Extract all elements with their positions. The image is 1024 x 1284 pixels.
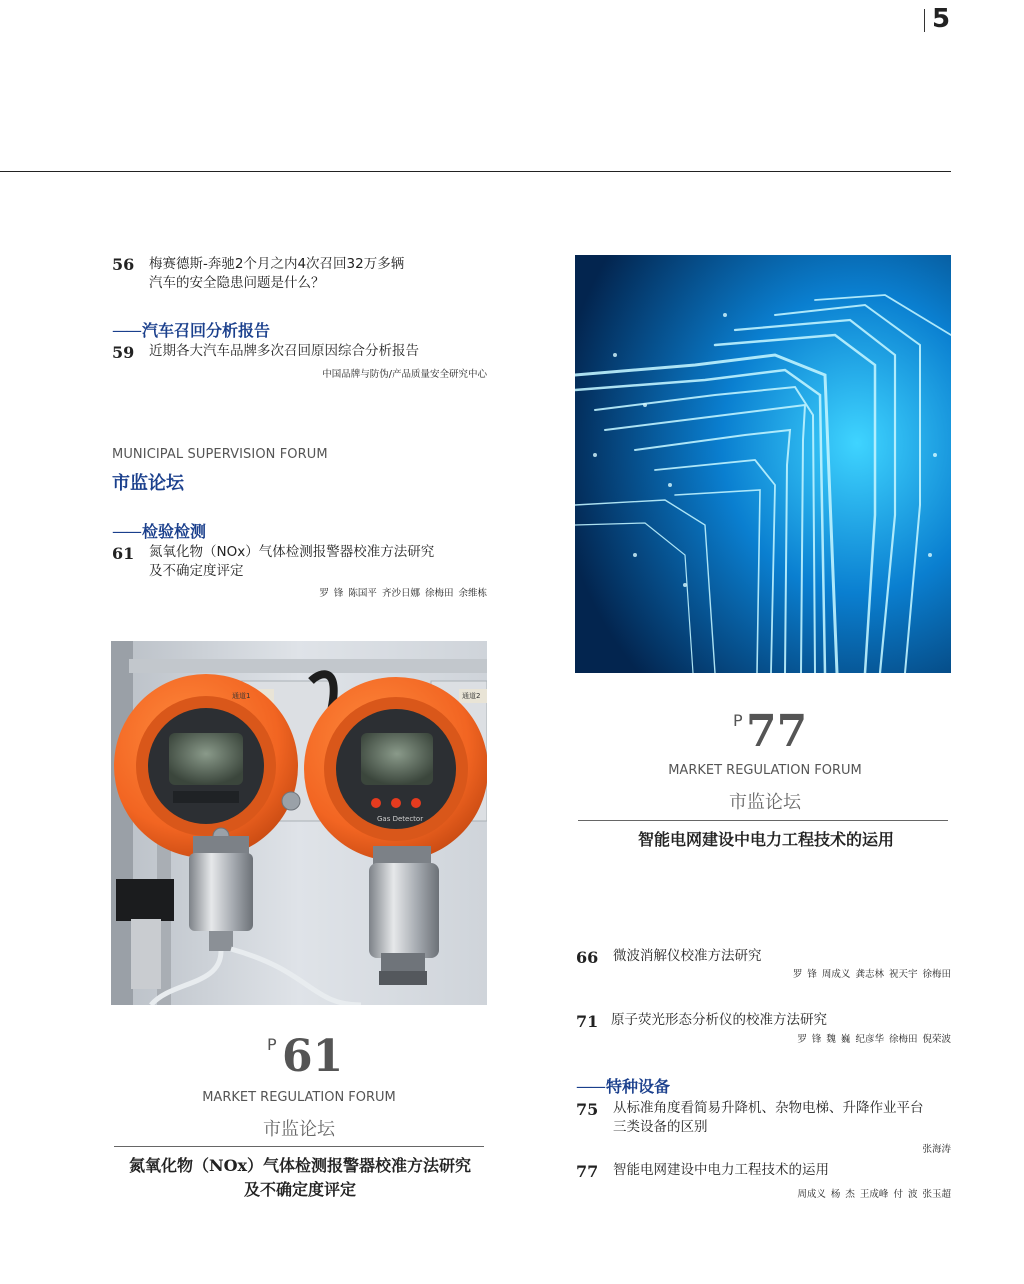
feature-left-forum-english: MARKET REGULATION FORUM [202,1090,396,1105]
entry-77-number: 77 [576,1162,599,1181]
entry-59-number: 59 [112,343,135,362]
entry-71-author: 罗 锋 魏 巍 纪彦华 徐梅田 倪荣波 [797,1034,951,1045]
entry-56-number: 56 [112,255,135,274]
feature-left-forum-chinese: 市监论坛 [263,1119,335,1140]
feature-right-forum-english: MARKET REGULATION FORUM [668,763,862,778]
forum-heading-english: MUNICIPAL SUPERVISION FORUM [112,447,328,462]
feature-left-page-number: 61 [282,1031,344,1082]
section-dash: —— [112,522,140,541]
entry-66-title[interactable]: 微波消解仪校准方法研究 [613,948,762,964]
entry-77-title[interactable]: 智能电网建设中电力工程技术的运用 [613,1162,829,1178]
feature-right-rule [578,820,948,821]
feature-left-title-line2[interactable]: 及不确定度评定 [243,1180,356,1199]
entry-71-number: 71 [576,1012,599,1031]
section-heading-recall-label: 汽车召回分析报告 [142,321,271,340]
entry-66-author: 罗 锋 周成义 龚志林 祝天宇 徐梅田 [792,969,951,980]
feature-left-rule [114,1146,484,1147]
entry-61-number: 61 [112,544,135,563]
section-dash: —— [112,321,140,340]
page-number: 5 [932,4,951,34]
feature-right-forum-chinese: 市监论坛 [729,792,801,813]
entry-56-title-line2[interactable]: 汽车的安全隐患问题是什么？ [149,275,325,291]
entry-75-title-line2[interactable]: 三类设备的区别 [613,1119,708,1135]
page-number-divider [924,9,925,32]
entry-75-number: 75 [576,1100,599,1119]
entry-75-title-line1[interactable]: 从标准角度看简易升降机、杂物电梯、升降作业平台 [613,1100,924,1116]
section-heading-inspection [112,519,206,542]
gas-detector-photo [111,641,487,1005]
entry-71-title[interactable]: 原子荧光形态分析仪的校准方法研究 [611,1012,827,1028]
feature-left-p-label: P [267,1035,277,1054]
feature-left-title-line1[interactable]: 氮氧化物（NOx）气体检测报警器校准方法研究 [128,1156,472,1175]
entry-77-author: 周成义 杨 杰 王成峰 付 波 张玉超 [797,1189,951,1200]
entry-66-number: 66 [576,948,599,967]
entry-61-author: 罗 锋 陈国平 齐沙日娜 徐梅田 余维栋 [319,588,487,599]
entry-61-title-line2[interactable]: 及不确定度评定 [149,563,244,579]
section-heading-special-equipment [576,1074,670,1097]
entry-56-title-line1[interactable]: 梅赛德斯-奔驰2个月之内4次召回32万多辆 [149,256,405,272]
feature-right-p-label: P [733,711,743,730]
feature-right-title[interactable]: 智能电网建设中电力工程技术的运用 [637,830,894,849]
entry-61-title-line1[interactable]: 氮氧化物（NOx）气体检测报警器校准方法研究 [149,544,435,560]
feature-right-page-number: 77 [746,706,808,757]
entry-75-author: 张海涛 [922,1144,951,1155]
section-heading-special-label: 特种设备 [606,1077,671,1096]
photo-channel-label-1: 通道1 [232,692,251,700]
photo-channel-label-2: 通道2 [462,692,481,700]
entry-59-title[interactable]: 近期各大汽车品牌多次召回原因综合分析报告 [149,343,419,359]
photo-detector-label: Gas Detector [377,815,424,823]
section-heading-inspection-label: 检验检测 [142,522,207,541]
entry-59-author: 中国品牌与防伪/产品质量安全研究中心 [322,369,487,380]
header-rule [0,171,951,172]
circuit-board-photo [575,255,951,673]
forum-heading-chinese: 市监论坛 [112,473,184,494]
section-heading-recall [112,318,270,341]
section-dash: —— [576,1077,604,1096]
